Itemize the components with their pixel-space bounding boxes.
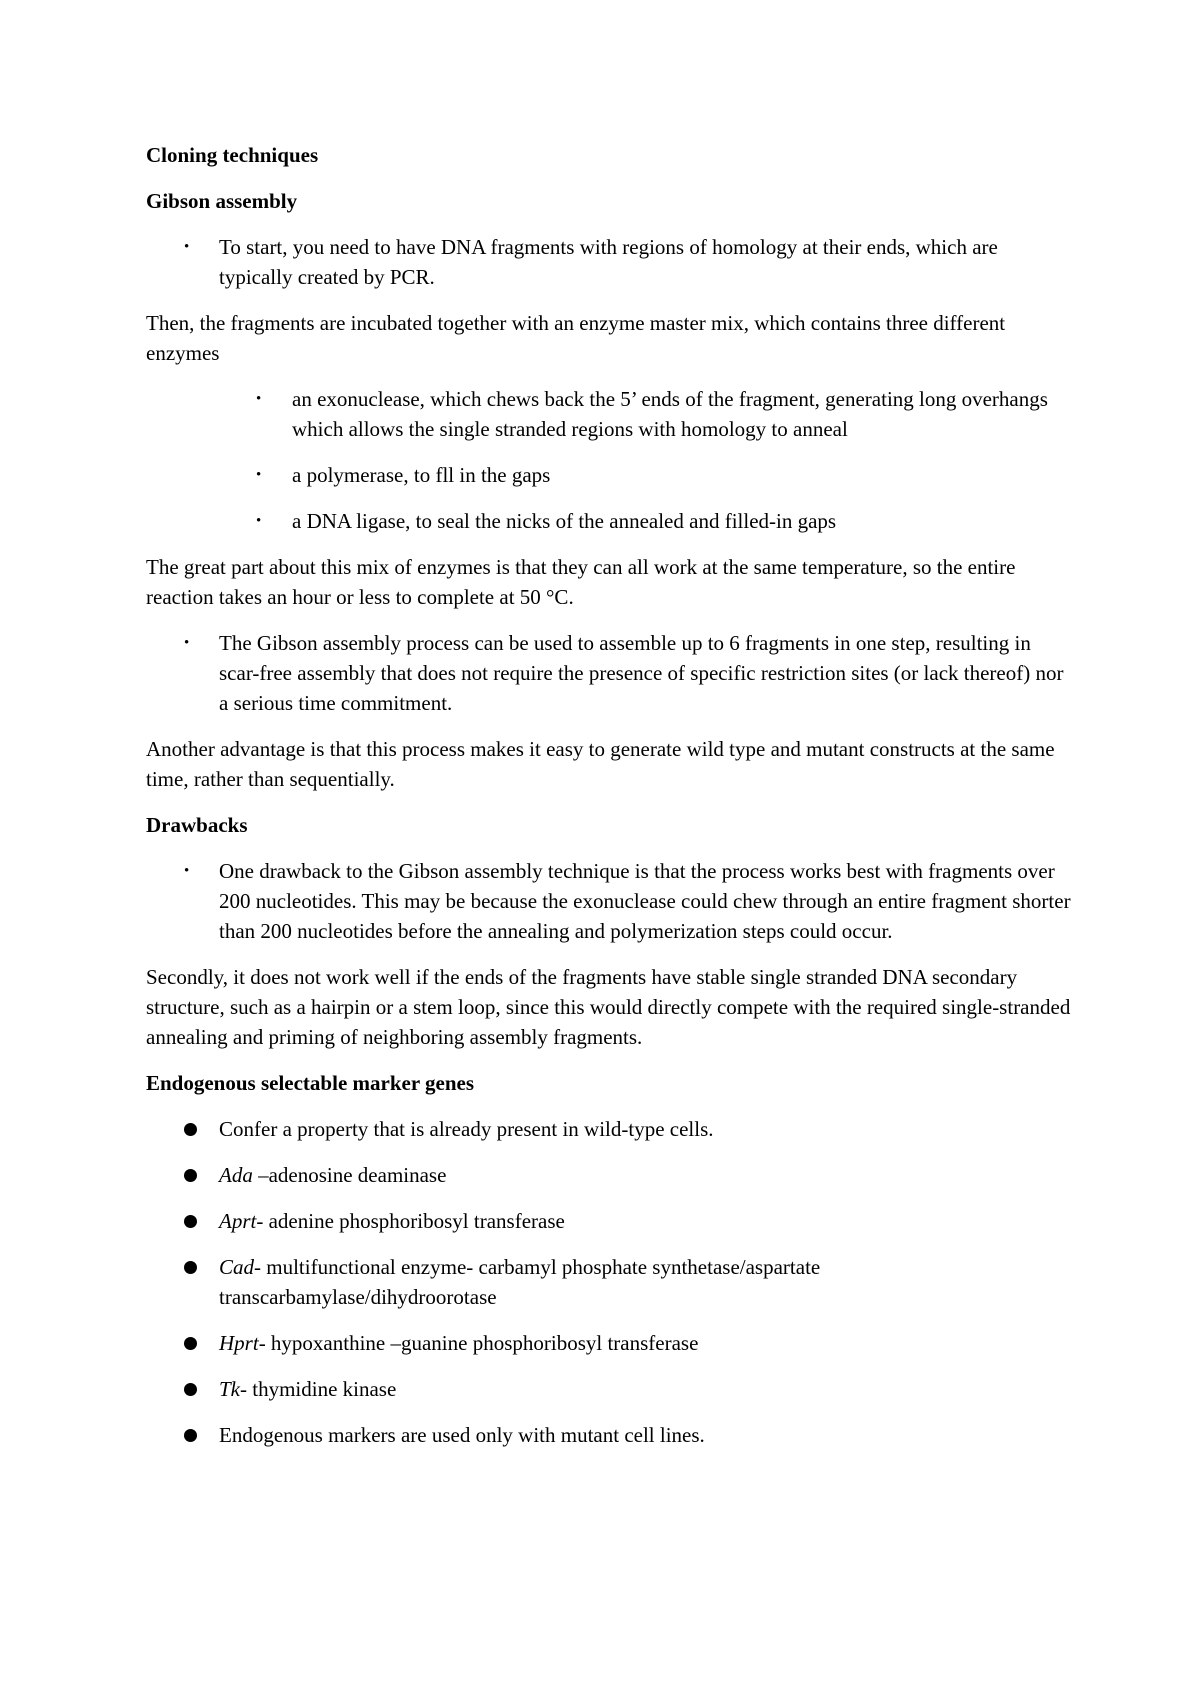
gene-name: Cad — [219, 1255, 255, 1279]
filled-circle-bullet-icon — [184, 1429, 197, 1442]
gibson-process-list — [146, 628, 1076, 718]
list-item-text: Confer a property that is already present in wild-type cells. — [219, 1117, 714, 1141]
document-title: Cloning techniques — [146, 143, 319, 167]
bullet-icon: • — [256, 467, 262, 483]
gene-name: Tk — [219, 1377, 240, 1401]
section-heading-gibson: Gibson assembly — [146, 189, 298, 213]
list-item — [146, 1206, 1076, 1236]
filled-circle-bullet-icon — [184, 1169, 197, 1182]
gene-description: - thymidine kinase — [240, 1377, 397, 1401]
gene-name: Hprt — [219, 1331, 259, 1355]
list-item-text: One drawback to the Gibson assembly technique is that the process works best with fragments over 200 nucleotides. This may be because the exonuclease could chew through an entire fragment shorter than 200 nucleotides before the annealing and polymerization steps could occur. — [219, 859, 1071, 943]
list-item — [146, 384, 1076, 444]
list-item-text: Endogenous markers are used only with mutant cell lines. — [219, 1423, 705, 1447]
list-item — [146, 1160, 1076, 1190]
filled-circle-bullet-icon — [184, 1383, 197, 1396]
list-item-text: The Gibson assembly process can be used to assemble up to 6 fragments in one step, resulting in scar-free assembly that does not require the presence of specific restriction sites (or lack thereof) nor a serious time commitment. — [219, 631, 1064, 715]
gibson-intro-list — [146, 232, 1076, 292]
document-body — [146, 140, 1076, 1466]
list-item — [146, 232, 1076, 292]
filled-circle-bullet-icon — [184, 1215, 197, 1228]
gene-description: - multifunctional enzyme- carbamyl phosphate synthetase/aspartate transcarbamylase/dihydroorotase — [219, 1255, 821, 1309]
list-item-text: a DNA ligase, to seal the nicks of the annealed and filled-in gaps — [292, 509, 837, 533]
list-item-text: an exonuclease, which chews back the 5’ ends of the fragment, generating long overhangs which allows the single stranded regions with homology to anneal — [292, 387, 1048, 441]
filled-circle-bullet-icon — [184, 1337, 197, 1350]
paragraph: Another advantage is that this process makes it easy to generate wild type and mutant constructs at the same time, rather than sequentially. — [146, 737, 1055, 791]
section-heading-markers: Endogenous selectable marker genes — [146, 1071, 475, 1095]
list-item — [146, 1420, 1076, 1450]
bullet-icon: • — [184, 239, 190, 255]
paragraph: Secondly, it does not work well if the ends of the fragments have stable single stranded DNA secondary structure, such as a hairpin or a stem loop, since this would directly compete with the required single-stranded annealing and priming of neighboring assembly fragments. — [146, 965, 1071, 1049]
marker-gene-list — [146, 1114, 1076, 1450]
gene-name: Ada — [219, 1163, 253, 1187]
filled-circle-bullet-icon — [184, 1123, 197, 1136]
gene-description: - adenine phosphoribosyl transferase — [256, 1209, 565, 1233]
list-item — [146, 1114, 1076, 1144]
bullet-icon: • — [184, 863, 190, 879]
paragraph: Then, the fragments are incubated together with an enzyme master mix, which contains three different enzymes — [146, 311, 1006, 365]
bullet-icon: • — [256, 513, 262, 529]
paragraph: The great part about this mix of enzymes is that they can all work at the same temperature, so the entire reaction takes an hour or less to complete at 50 °C. — [146, 555, 1016, 609]
list-item — [146, 628, 1076, 718]
gene-description: –adenosine deaminase — [252, 1163, 447, 1187]
list-item-text: To start, you need to have DNA fragments with regions of homology at their ends, which are typically created by PCR. — [219, 235, 998, 289]
filled-circle-bullet-icon — [184, 1261, 197, 1274]
drawbacks-list — [146, 856, 1076, 946]
section-heading-drawbacks: Drawbacks — [146, 813, 248, 837]
gene-description: - hypoxanthine –guanine phosphoribosyl transferase — [258, 1331, 699, 1355]
bullet-icon: • — [256, 391, 262, 407]
list-item — [146, 1374, 1076, 1404]
gene-name: Aprt — [219, 1209, 257, 1233]
bullet-icon: • — [184, 635, 190, 651]
list-item — [146, 856, 1076, 946]
list-item — [146, 1252, 1076, 1312]
list-item — [146, 460, 1076, 490]
list-item — [146, 1328, 1076, 1358]
list-item — [146, 506, 1076, 536]
enzyme-list — [146, 384, 1076, 536]
list-item-text: a polymerase, to fll in the gaps — [292, 463, 551, 487]
